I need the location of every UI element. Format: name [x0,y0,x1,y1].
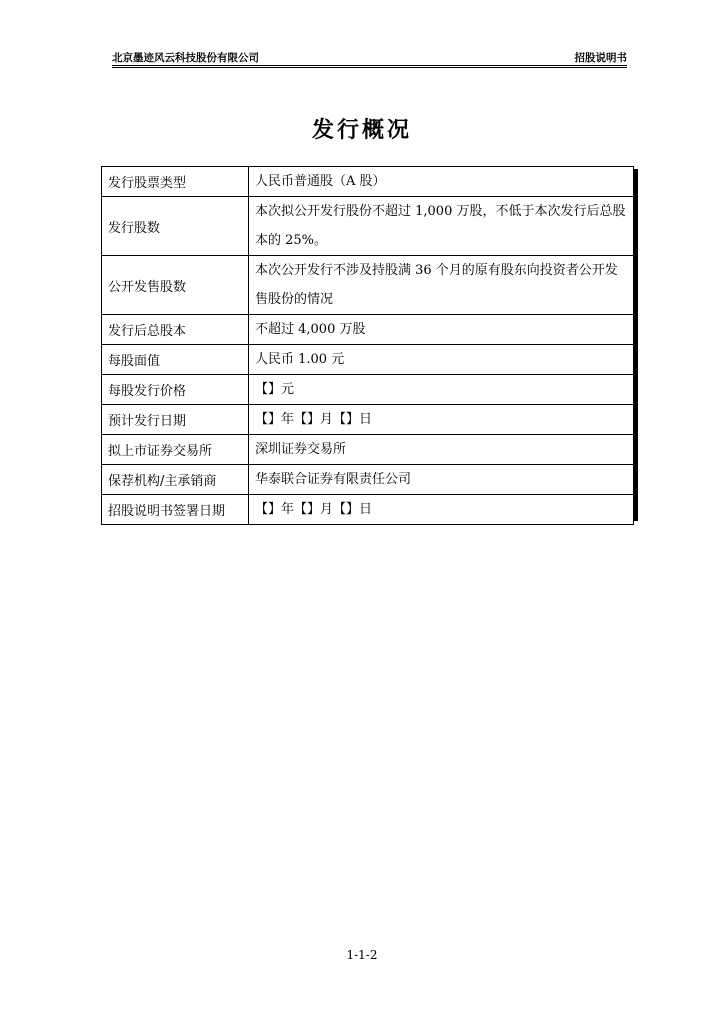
row-value: 人民币普通股（A 股） [249,167,634,197]
table-row [102,345,634,375]
table-row [102,375,634,405]
page-header [112,50,627,66]
table-row [102,256,634,315]
document-type: 招股说明书 [574,52,627,64]
table-row [102,167,634,197]
row-label: 预计发行日期 [102,405,249,435]
row-label: 公开发售股数 [102,256,249,315]
page-title: 发行概况 [311,118,412,143]
row-value: 不超过 4,000 万股 [249,315,634,345]
table-row [102,495,634,525]
table-row [102,465,634,495]
row-label: 拟上市证券交易所 [102,435,249,465]
row-label: 每股面值 [102,345,249,375]
row-value: 【】年【】月【】日 [249,405,634,435]
row-value: 深圳证券交易所 [249,435,634,465]
row-value: 【】年【】月【】日 [249,495,634,525]
row-value: 人民币 1.00 元 [249,345,634,375]
issuance-overview-table [101,166,634,525]
row-label: 每股发行价格 [102,375,249,405]
row-label: 发行股票类型 [102,167,249,197]
row-value: 【】元 [249,375,634,405]
header-divider-secondary [112,67,627,68]
row-value: 华泰联合证券有限责任公司 [249,465,634,495]
row-label: 保荐机构/主承销商 [102,465,249,495]
row-label: 发行股数 [102,197,249,256]
table-row [102,435,634,465]
company-name: 北京墨迹风云科技股份有限公司 [112,52,259,64]
row-value: 本次公开发行不涉及持股满 36 个月的原有股东向投资者公开发售股份的情况 [249,256,634,315]
row-value: 本次拟公开发行股份不超过 1,000 万股，不低于本次发行后总股本的 25%。 [249,197,634,256]
table-row [102,197,634,256]
table-row [102,405,634,435]
table-row [102,315,634,345]
row-label: 发行后总股本 [102,315,249,345]
row-label: 招股说明书签署日期 [102,495,249,525]
header-divider [112,65,627,66]
page-number: 1-1-2 [346,948,378,962]
